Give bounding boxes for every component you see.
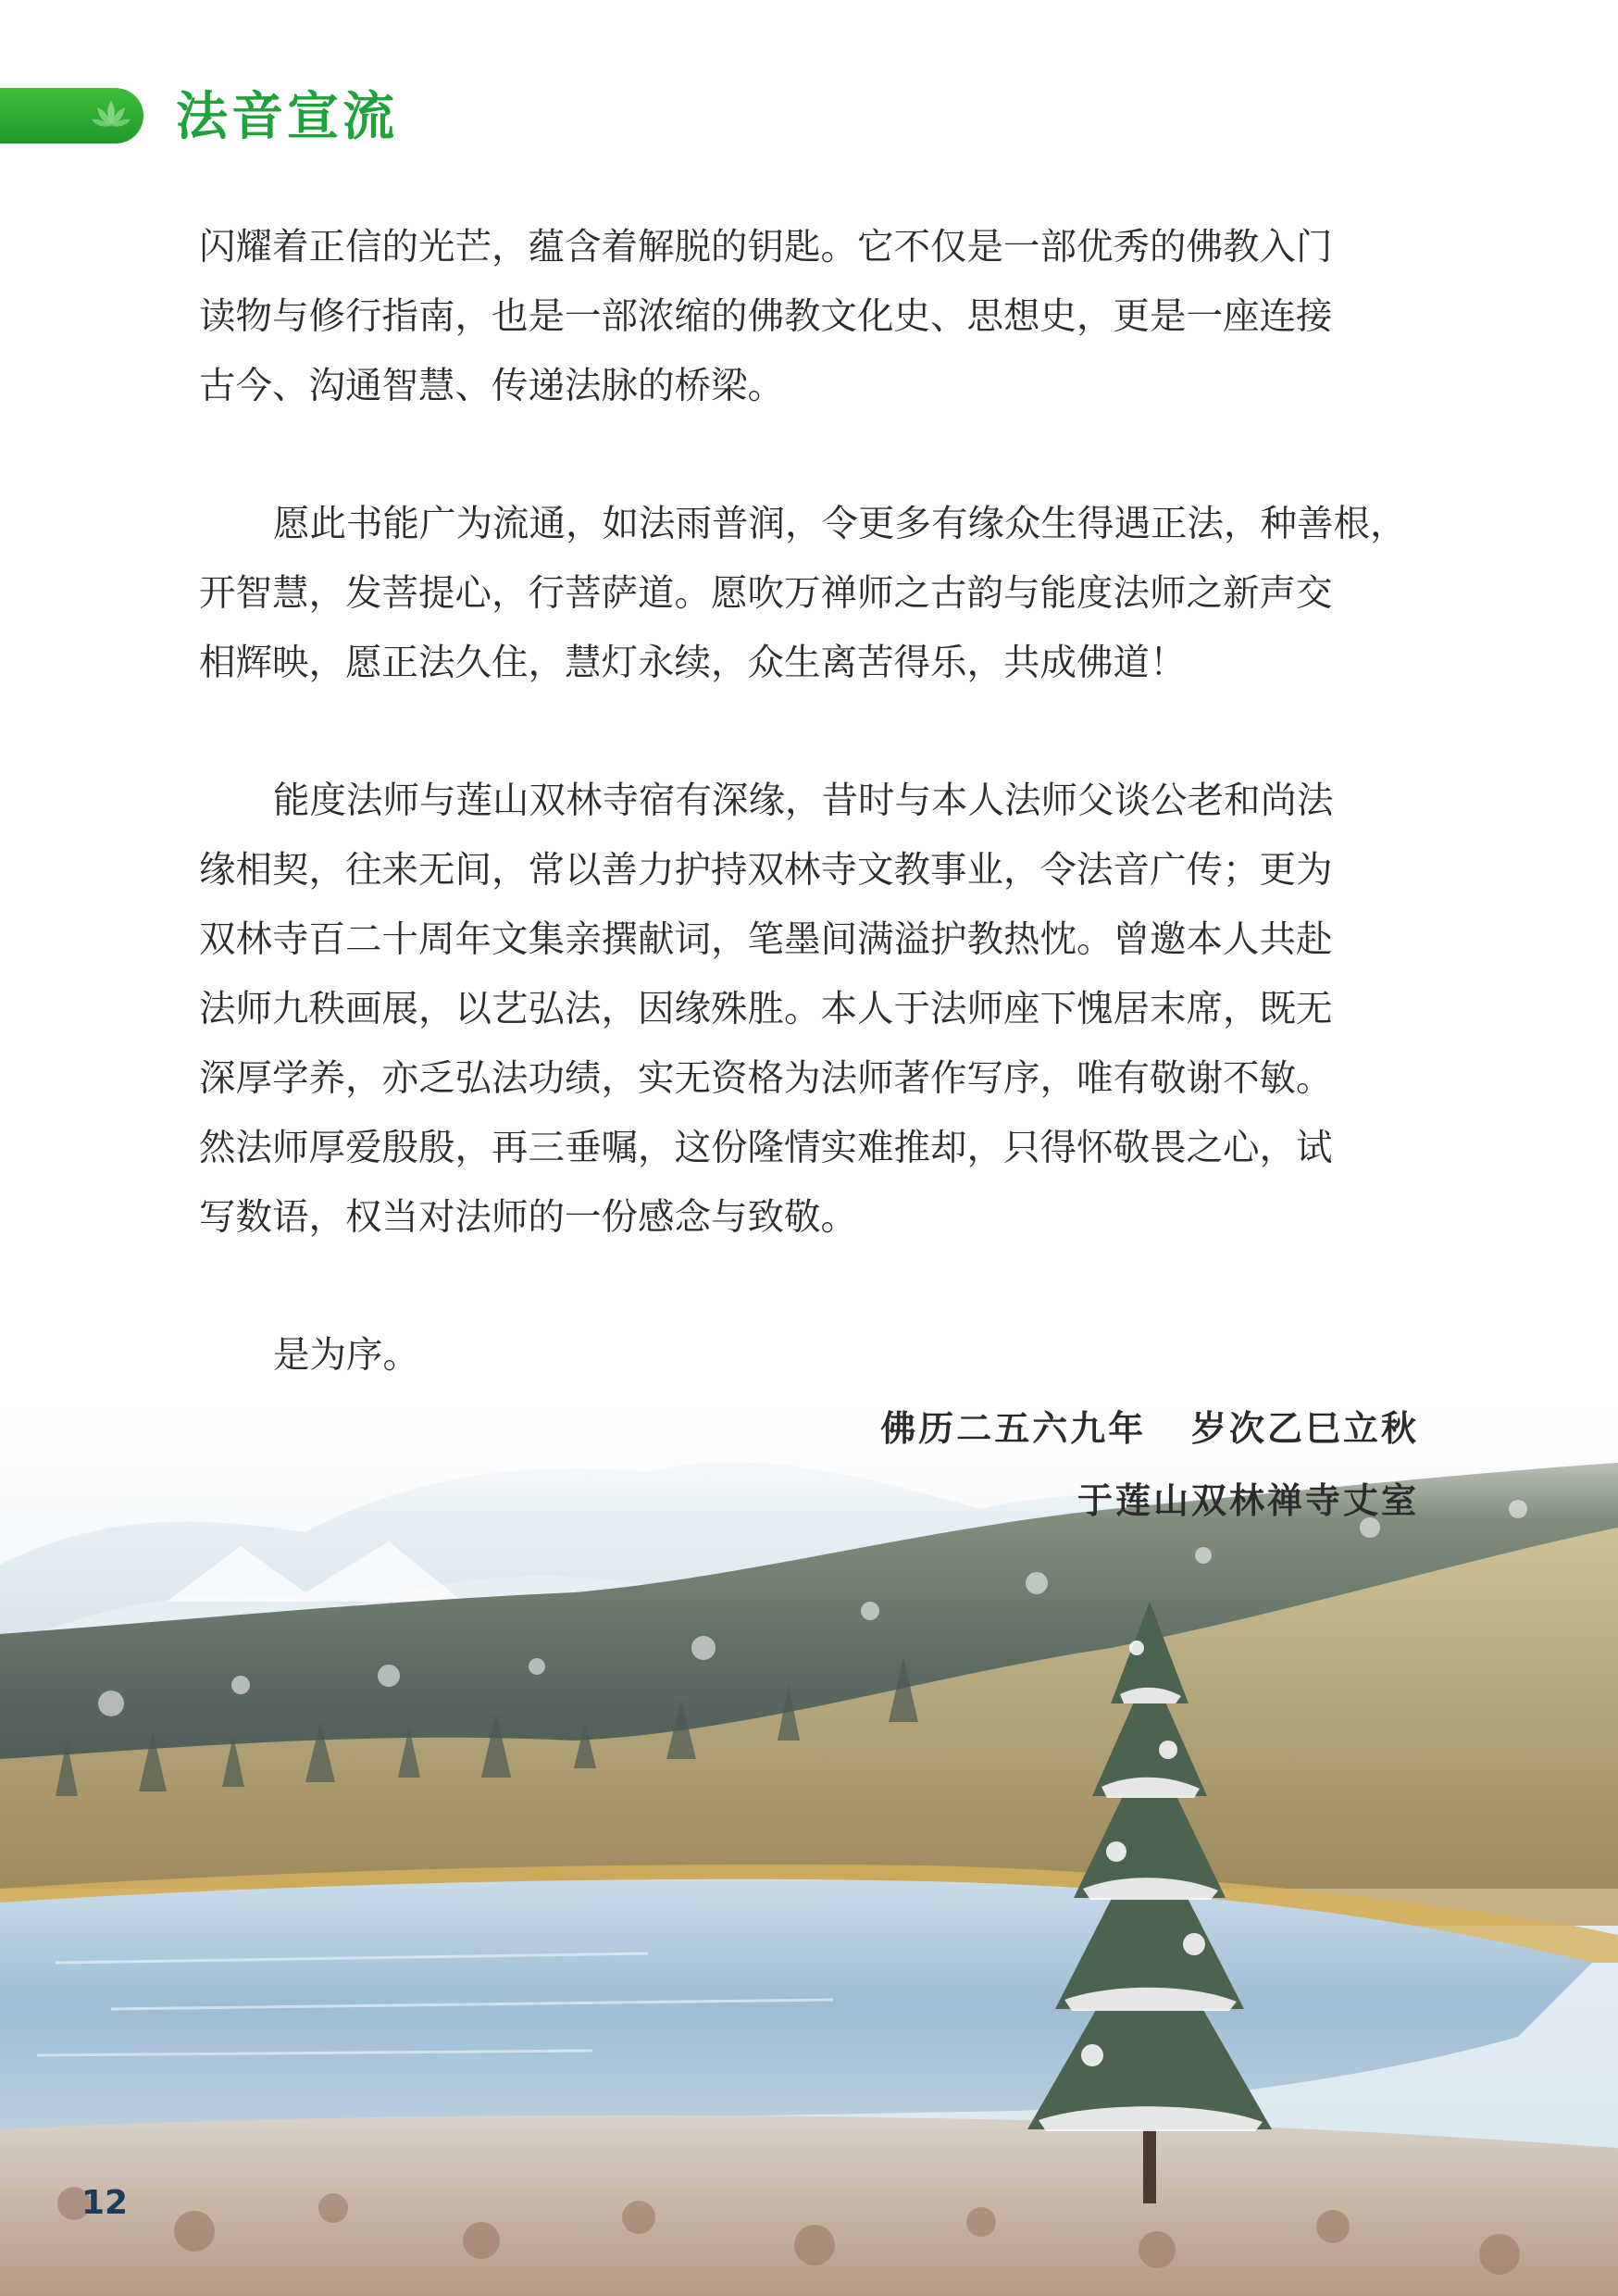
paragraph-2 — [199, 490, 1421, 698]
paragraph-3 — [199, 767, 1421, 1253]
text-line: 然法师厚爱殷殷，再三垂嘱，这份隆情实难推却，只得怀敬畏之心，试 — [199, 1127, 1333, 1169]
text-line: 读物与修行指南，也是一部浓缩的佛教文化史、思想史，更是一座连接 — [199, 295, 1333, 338]
text-line: 古今、沟通智慧、传递法脉的桥梁。 — [199, 365, 784, 407]
section-title: 法音宣流 — [176, 87, 398, 147]
text-line: 双林寺百二十周年文集亲撰献词，笔墨间满溢护教热忱。曾邀本人共赴 — [199, 918, 1333, 961]
paragraph-1 — [199, 213, 1421, 421]
header-tab — [0, 88, 143, 144]
lotus-icon — [89, 97, 133, 134]
paragraph-4 — [199, 1321, 1421, 1391]
text-line: 相辉映，愿正法久住，慧灯永续，众生离苦得乐，共成佛道！ — [199, 642, 1187, 684]
page-number: 12 — [81, 2184, 129, 2222]
text-line: 能度法师与莲山双林寺宿有深缘，昔时与本人法师父谈公老和尚法 — [273, 780, 1334, 822]
text-line: 闪耀着正信的光芒，蕴含着解脱的钥匙。它不仅是一部优秀的佛教入门 — [199, 226, 1333, 268]
signature-place: 于莲山双林禅寺丈室 — [1077, 1479, 1419, 1521]
text-line: 法师九秩画展，以艺弘法，因缘殊胜。本人于法师座下愧居末席，既无 — [199, 988, 1333, 1030]
text-line: 写数语，权当对法师的一份感念与致敬。 — [199, 1196, 857, 1239]
text-line: 深厚学养，亦乏弘法功绩，实无资格为法师著作写序，唯有敬谢不敏。 — [199, 1057, 1333, 1100]
text-line: 愿此书能广为流通，如法雨普润，令更多有缘众生得遇正法，种善根， — [273, 503, 1407, 545]
text-line: 缘相契，往来无间，常以善力护持双林寺文教事业，令法音广传；更为 — [199, 849, 1333, 892]
signature-date: 佛历二五六九年 岁次乙巳立秋 — [880, 1407, 1419, 1449]
text-line: 开智慧，发菩提心，行菩萨道。愿吹万禅师之古韵与能度法师之新声交 — [199, 572, 1333, 615]
preface-text — [199, 213, 1421, 1459]
text-line: 是为序。 — [273, 1334, 419, 1377]
